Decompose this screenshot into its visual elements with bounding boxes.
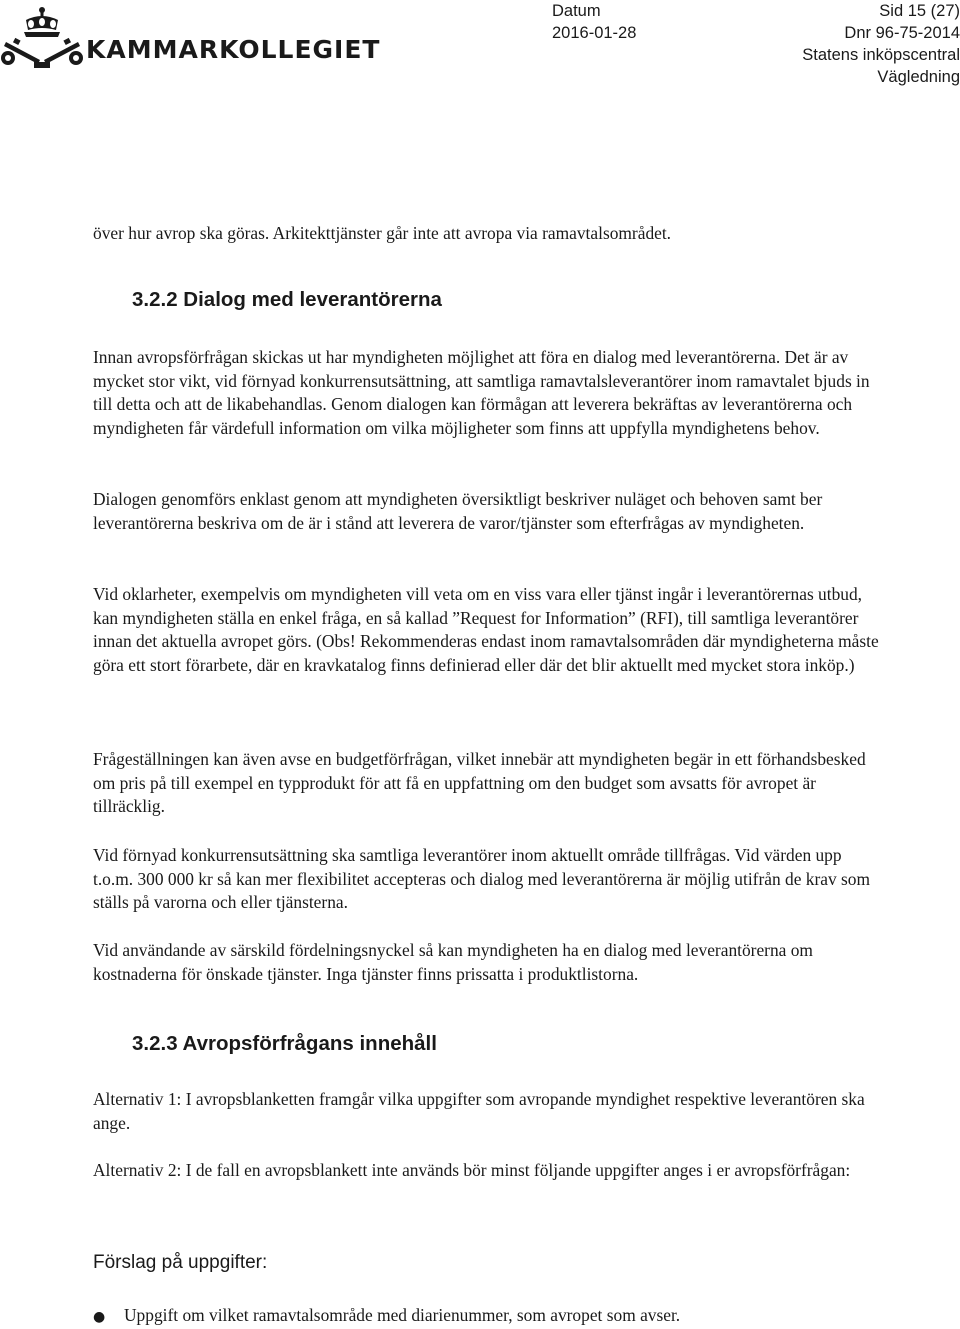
paragraph-alternative-2: Alternativ 2: I de fall en avropsblankett inte används bör minst följande uppgifter anges i er avropsförfrågan: (93, 1160, 851, 1180)
header-meta-column (802, 0, 960, 88)
document-type: Vägledning (877, 68, 960, 86)
department-name: Statens inköpscentral (802, 46, 960, 64)
paragraph-dialog-method: Dialogen genomförs enklast genom att myndigheten översiktligt beskriver nuläget och behoven samt ber leverantörerna beskriva om de är i stånd att leverera de varor/tjänster som efterfrågas av myndigheten. (93, 489, 823, 533)
intro-paragraph: över hur avrop ska göras. Arkitekttjänster går inte att avropa via ramavtalsområdet. (93, 223, 672, 243)
diary-number: Dnr 96-75-2014 (844, 24, 960, 42)
paragraph-alternative-1: Alternativ 1: I avropsblanketten framgår vilka uppgifter som avropande myndighet respektive leverantören ska ange. (93, 1089, 865, 1133)
list-item-text: Uppgift om vilket ramavtalsområde med diarienummer, som avropet som avser. (124, 1305, 681, 1325)
paragraph-dialog-intro: Innan avropsförfrågan skickas ut har myndigheten möjlighet att föra en dialog med leverantörerna. Det är av mycket stor vikt, vid förnyad konkurrensutsättning, att samtliga ramavtalsleverantörer inom ramavtalet bjuds in till detta och att de likabehandlas. Genom dialogen kan förmågan att leverera bekräftas av leverantörerna och myndigheten får värdefull information om vilka möjligheter som finns att uppfylla myndighetens behov. (93, 347, 870, 439)
section-heading-323: 3.2.3 Avropsförfrågans innehåll (132, 1032, 437, 1055)
subheading-proposals: Förslag på uppgifter: (93, 1252, 268, 1273)
paragraph-allocation-key: Vid användande av särskild fördelningsnyckel så kan myndigheten ha en dialog med leverantörerna om kostnaderna för önskade tjänster. Inga tjänster finns prissatta i produktlistorna. (93, 940, 813, 984)
paragraph-competition: Vid förnyad konkurrensutsättning ska samtliga leverantörer inom aktuellt område tillfrågas. Vid värden upp t.o.m. 300 000 kr så kan mer flexibilitet accepteras och dialog med leverantörerna är möjlig utifrån de krav som ställs på varorna och eller tjänsterna. (93, 845, 870, 913)
document-date: 2016-01-28 (552, 24, 637, 42)
datum-label: Datum (552, 2, 601, 20)
logo-wordmark: KAMMARKOLLEGIET (86, 35, 381, 64)
bullet-icon: ● (93, 1309, 106, 1325)
crown-emblem-icon (0, 6, 84, 72)
page-number: Sid 15 (27) (879, 2, 960, 20)
header-date-column (552, 0, 636, 44)
paragraph-budget: Frågeställningen kan även avse en budgetförfrågan, vilket innebär att myndigheten begär in ett förhandsbesked om pris på till exempel en typprodukt för att få en uppfattning om den budget som avsatts för avropet är tillräcklig. (93, 749, 866, 817)
kammarkollegiet-logo (0, 6, 381, 72)
section-heading-322: 3.2.2 Dialog med leverantörerna (132, 288, 442, 311)
list-item (93, 1304, 680, 1329)
paragraph-rfi: Vid oklarheter, exempelvis om myndigheten vill veta om en viss vara eller tjänst ingår i leverantörernas utbud, kan myndigheten ställa en enkel fråga, en så kallad ”Request for Information” (RFI), till samtliga leverantörer innan det aktuella avropet görs. (Obs! Rekommenderas endast inom ramavtalsområden där myndigheterna måste göra ett stort förarbete, där en kravkatalog finns definierad eller där det blir aktuellt med mycket stora inköp.) (93, 584, 879, 676)
